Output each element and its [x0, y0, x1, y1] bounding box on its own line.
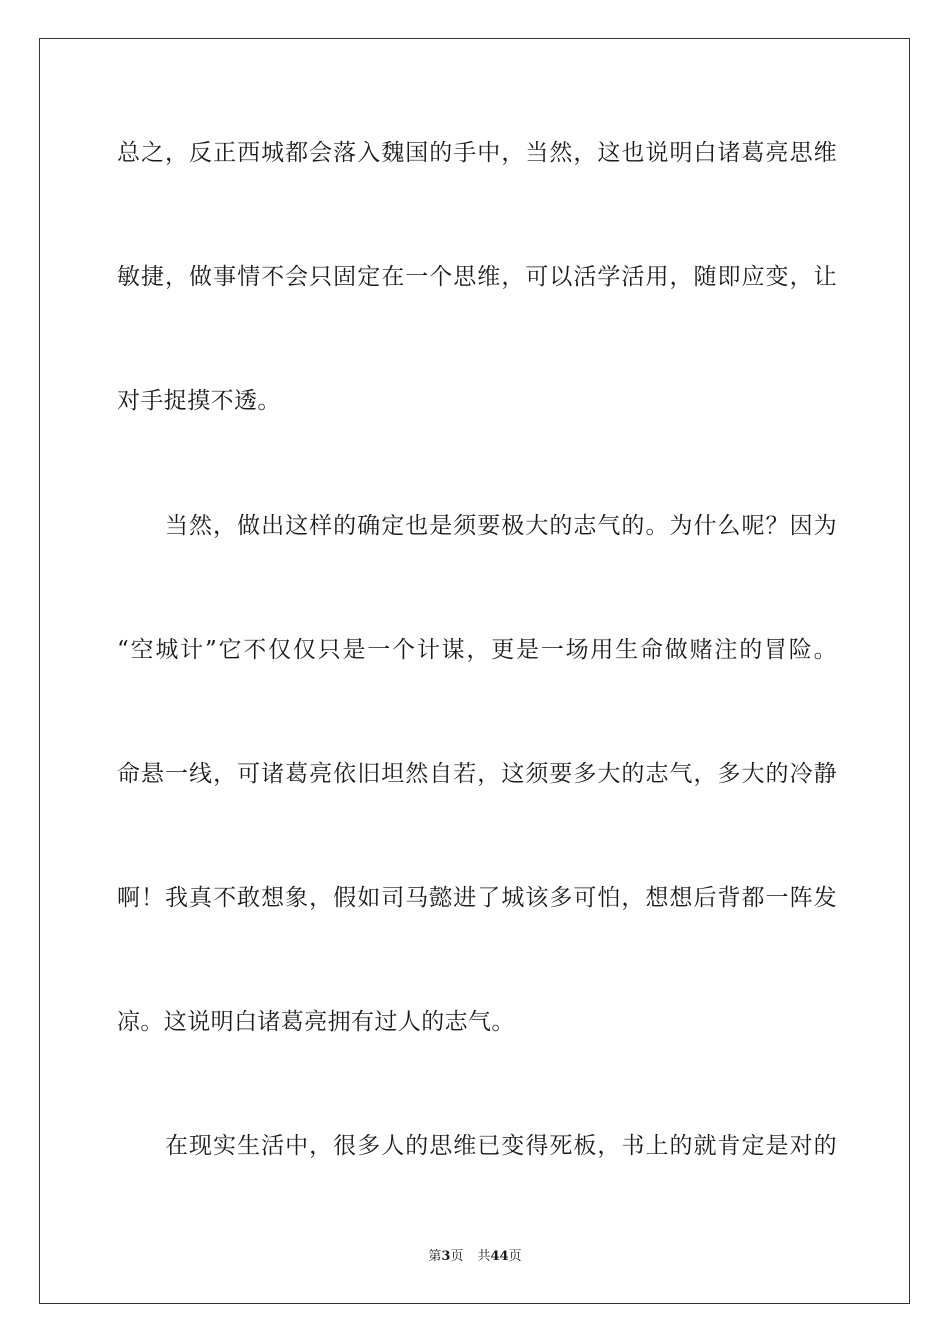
page-border	[39, 38, 910, 1304]
total-pages: 44	[490, 1249, 509, 1264]
page-suffix: 页	[450, 1249, 464, 1264]
text-line: 敏捷，做事情不会只固定在一个思维，可以活学活用，随即应变，让	[117, 264, 837, 290]
text-line: 凉。这说明白诸葛亮拥有过人的志气。	[117, 1009, 515, 1035]
text-line: 命悬一线，可诸葛亮依旧坦然自若，这须要多大的志气，多大的冷静	[117, 761, 837, 787]
page-number: 3	[441, 1249, 451, 1264]
text-line: 啊！我真不敢想象，假如司马懿进了城该多可怕，想想后背都一阵发	[117, 885, 837, 911]
text-line: “空城计”它不仅仅只是一个计谋，更是一场用生命做赌注的冒险。	[117, 637, 837, 663]
paragraph-start-line: 当然，做出这样的确定也是须要极大的志气的。为什么呢？因为	[165, 513, 837, 539]
text-line: 对手捉摸不透。	[117, 388, 281, 414]
text-line: 总之，反正西城都会落入魏国的手中，当然，这也说明白诸葛亮思维	[117, 140, 837, 166]
page-footer	[0, 1248, 950, 1266]
total-suffix: 页	[508, 1249, 522, 1264]
page-prefix: 第	[428, 1249, 442, 1264]
total-prefix: 共	[477, 1249, 491, 1264]
paragraph-start-line: 在现实生活中，很多人的思维已变得死板，书上的就肯定是对的	[165, 1133, 837, 1159]
